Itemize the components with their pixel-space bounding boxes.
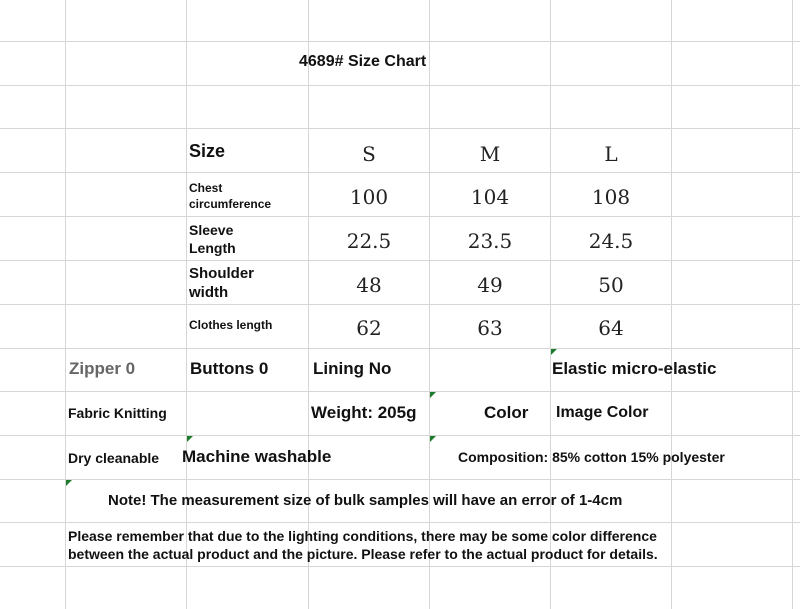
dry-clean-label: Dry cleanable xyxy=(68,450,160,466)
cell-marker-icon xyxy=(430,436,436,442)
row-label-line: width xyxy=(189,284,229,301)
measurement-value: 23.5 xyxy=(467,229,513,253)
cell-marker-icon xyxy=(430,392,436,398)
color-label: Color xyxy=(484,403,529,422)
wash-label: Machine washable xyxy=(182,447,332,466)
measurement-note: Note! The measurement size of bulk samples will have an error of 1-4cm xyxy=(108,492,623,509)
gridline xyxy=(0,85,800,86)
page-title: 4689# Size Chart xyxy=(299,53,427,70)
disclaimer-line: Please remember that due to the lighting conditions, there may be some color difference xyxy=(68,528,657,544)
row-label-line: Shoulder xyxy=(189,265,255,282)
composition-label: Composition: 85% cotton 15% polyester xyxy=(458,449,725,465)
row-label-line: Clothes length xyxy=(189,318,273,332)
gridline xyxy=(0,304,800,305)
row-label-line: circumference xyxy=(189,197,272,211)
weight-label: Weight: 205g xyxy=(311,403,417,422)
measurement-value: 64 xyxy=(598,316,624,340)
row-label xyxy=(189,221,236,257)
gridline xyxy=(0,348,800,349)
size-column-header: S xyxy=(362,142,376,166)
color-value: Image Color xyxy=(556,404,649,421)
buttons-label: Buttons 0 xyxy=(190,359,269,378)
row-label xyxy=(189,264,254,302)
cell-marker-icon xyxy=(66,480,72,486)
measurement-value: 63 xyxy=(477,316,503,340)
measurement-value: 49 xyxy=(477,273,503,297)
gridline xyxy=(0,479,800,480)
gridline xyxy=(0,41,800,42)
size-column-header: L xyxy=(604,142,618,166)
cell-marker-icon xyxy=(187,436,193,442)
gridline xyxy=(0,522,800,523)
measurement-value: 50 xyxy=(598,273,624,297)
measurement-value: 108 xyxy=(591,185,631,209)
disclaimer-line: between the actual product and the picture. Please refer to the actual product for details. xyxy=(68,546,658,562)
row-label xyxy=(189,318,272,332)
measurement-value: 22.5 xyxy=(346,229,392,253)
gridline xyxy=(0,435,800,436)
measurement-value: 24.5 xyxy=(588,229,634,253)
fabric-label: Fabric Knitting xyxy=(68,405,167,421)
gridline xyxy=(0,216,800,217)
elastic-label: Elastic micro-elastic xyxy=(552,359,717,378)
gridline xyxy=(0,391,800,392)
lining-label: Lining No xyxy=(313,359,392,378)
color-disclaimer xyxy=(68,527,658,563)
gridline xyxy=(0,566,800,567)
row-label-line: Chest xyxy=(189,181,223,195)
row-label xyxy=(189,180,271,212)
gridline xyxy=(0,128,800,129)
measurement-value: 62 xyxy=(356,316,382,340)
measurement-value: 48 xyxy=(356,273,382,297)
row-label-line: Sleeve xyxy=(189,222,234,238)
size-header-label: Size xyxy=(189,141,226,161)
size-column-header: M xyxy=(479,142,501,166)
measurement-value: 104 xyxy=(470,185,510,209)
zipper-label: Zipper 0 xyxy=(69,359,136,378)
cell-marker-icon xyxy=(551,349,557,355)
gridline xyxy=(0,172,800,173)
measurement-value: 100 xyxy=(349,185,389,209)
row-label-line: Length xyxy=(189,240,236,256)
gridline xyxy=(0,260,800,261)
